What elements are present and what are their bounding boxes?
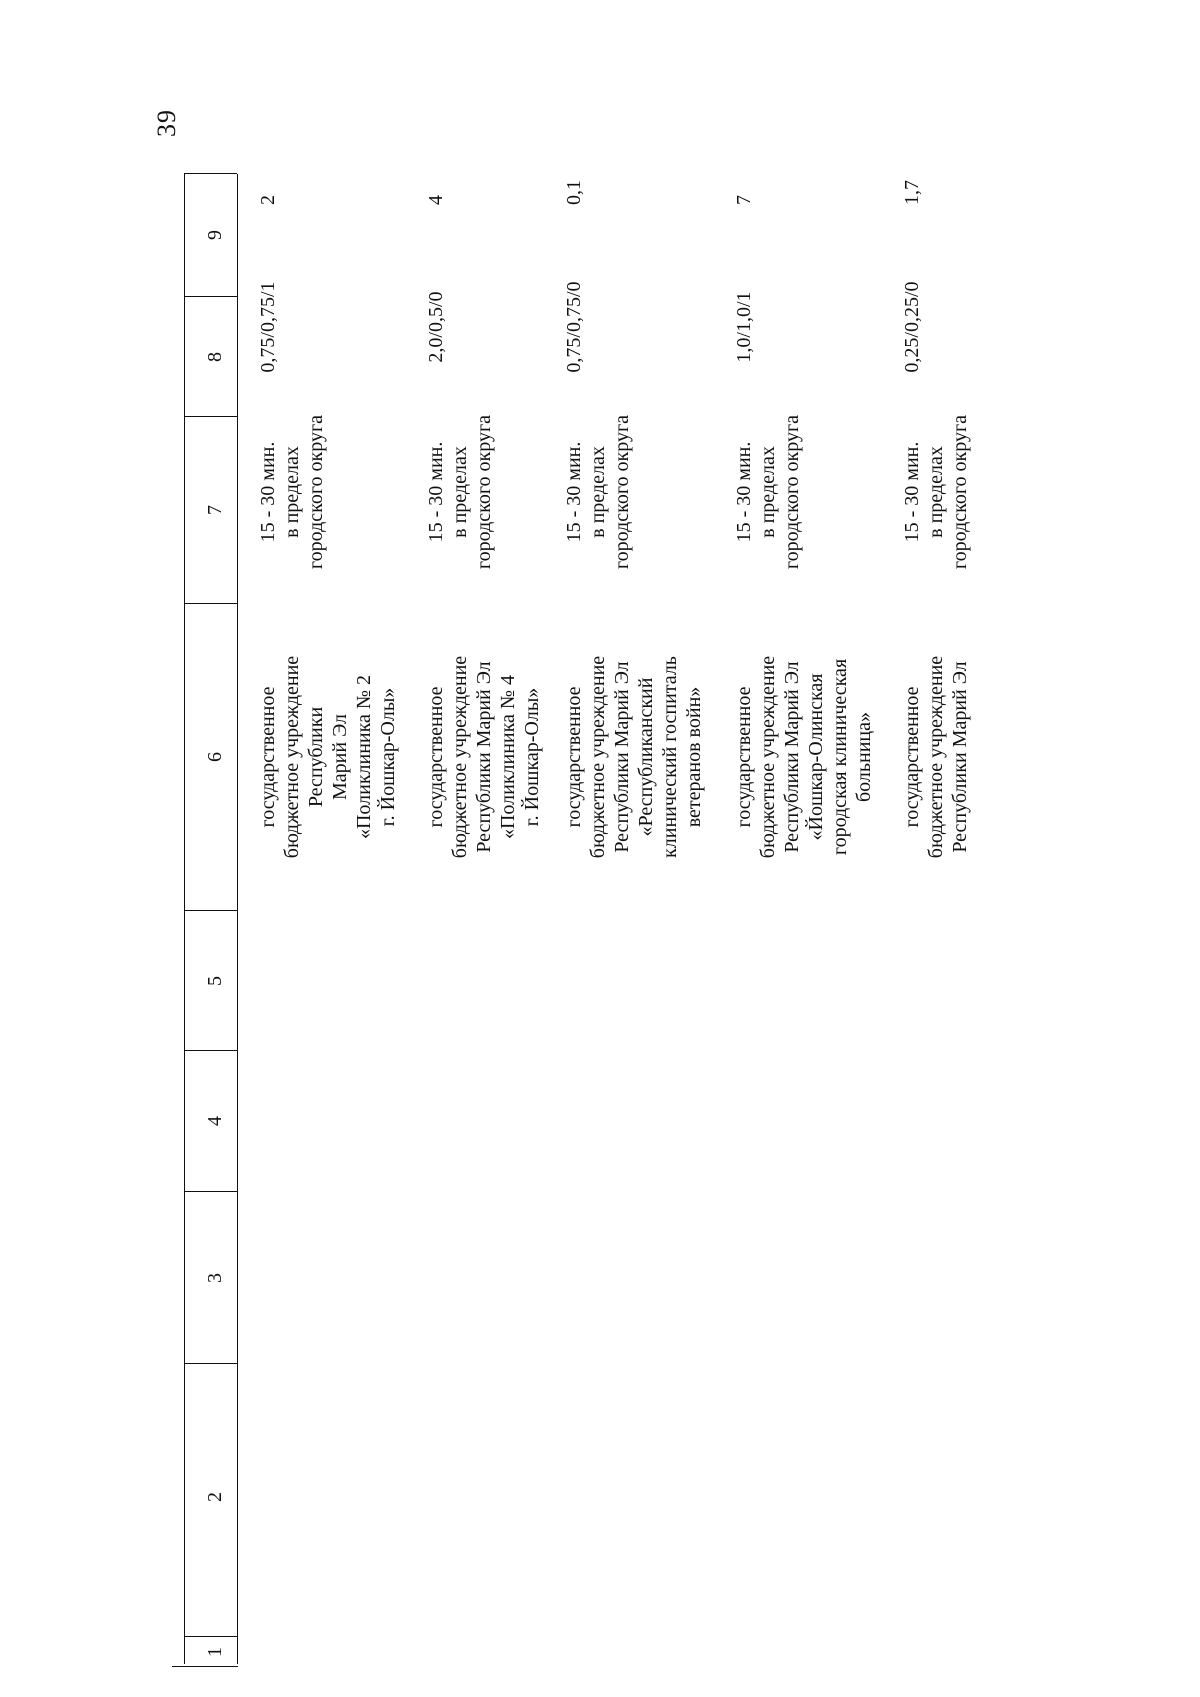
col-divider (184, 416, 237, 417)
col-divider (184, 173, 237, 174)
ratio-value: 0,25/0,25/0 (901, 281, 923, 373)
col-divider (184, 910, 237, 911)
institution-name: государственное бюджетное учреждение Республики Марий Эл «Поликлиника № 4 г. Йошкар-Олы» (425, 655, 543, 859)
institution-name: государственное бюджетное учреждение Республики Марий Эл (901, 655, 971, 859)
col-divider (184, 1191, 237, 1192)
column-number: 2 (204, 1492, 226, 1502)
institution-name: государственное бюджетное учреждение Республики Марий Эл «Республиканский клинический госпиталь ветеранов войн» (563, 655, 705, 859)
column-number: 3 (204, 1273, 226, 1283)
page-number: 39 (152, 109, 181, 137)
column-number: 5 (204, 976, 226, 986)
row-value: 4 (425, 195, 447, 205)
travel-time: 15 - 30 мин. в пределах городского округа (901, 414, 971, 570)
column-number: 4 (204, 1116, 226, 1126)
row-value: 2 (257, 195, 279, 205)
col-divider (184, 1050, 237, 1051)
ratio-value: 0,75/0,75/0 (563, 281, 585, 373)
travel-time: 15 - 30 мин. в пределах городского округа (257, 414, 327, 570)
column-number: 1 (204, 1647, 226, 1657)
column-number: 7 (204, 505, 226, 515)
col-divider (184, 1363, 237, 1364)
header-bottom-border (237, 174, 238, 1664)
travel-time: 15 - 30 мин. в пределах городского округа (563, 414, 633, 570)
ratio-value: 1,0/1,0/1 (733, 291, 755, 363)
row-value: 1,7 (901, 180, 923, 205)
row-value: 7 (733, 195, 755, 205)
table-top-border (184, 174, 185, 1664)
ratio-value: 2,0/0,5/0 (425, 291, 447, 363)
column-number: 6 (204, 752, 226, 762)
col-divider (184, 603, 237, 604)
institution-name: государственное бюджетное учреждение Республики Марий Эл «Поликлиника № 2 г. Йошкар-Олы» (257, 655, 399, 859)
column-number: 9 (204, 230, 226, 240)
travel-time: 15 - 30 мин. в пределах городского округа (733, 414, 803, 570)
column-number: 8 (204, 352, 226, 362)
row-value: 0,1 (563, 180, 585, 205)
institution-name: государственное бюджетное учреждение Республики Марий Эл «Йошкар-Олинская городская клиническая больница» (733, 655, 875, 859)
ratio-value: 0,75/0,75/1 (257, 281, 279, 373)
col-divider (184, 296, 237, 297)
travel-time: 15 - 30 мин. в пределах городского округа (425, 414, 495, 570)
